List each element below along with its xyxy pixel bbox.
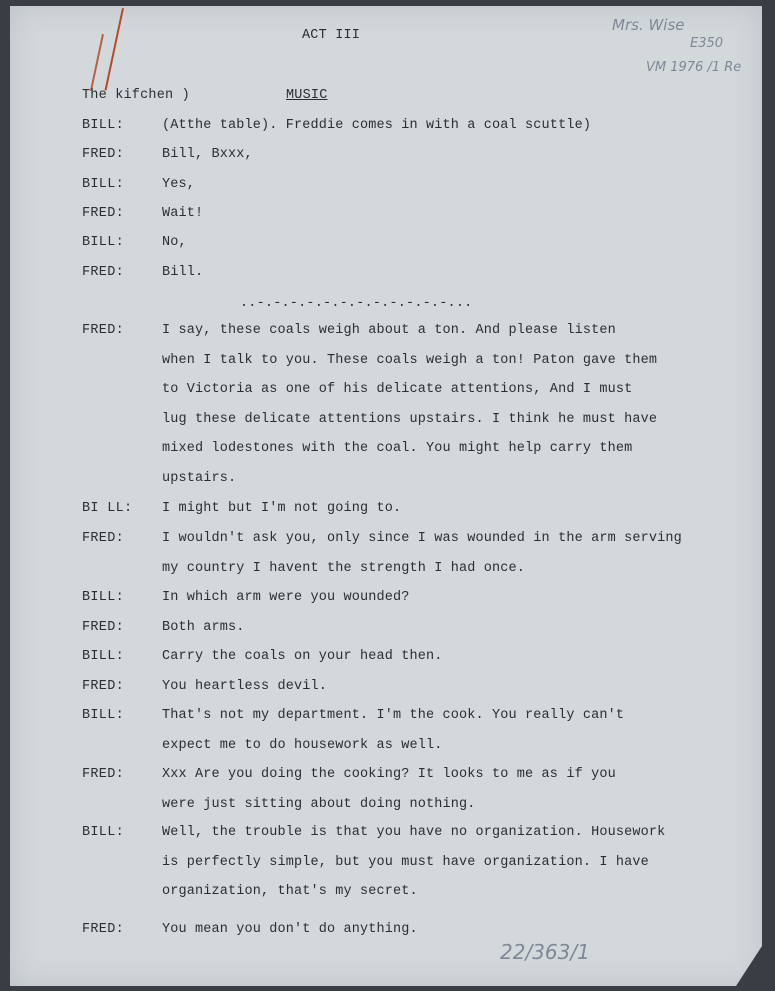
dialogue-line: No,: [162, 235, 187, 250]
annotation-ref: VM 1976 /1 Re: [646, 60, 742, 75]
speaker-label: FRED:: [82, 206, 125, 221]
annotation-bottom-ref: 22/363/1: [500, 940, 590, 964]
dialogue-line: I might but I'm not going to.: [162, 501, 402, 516]
speaker-label: FRED:: [82, 679, 125, 694]
dialogue-line: Wait!: [162, 206, 204, 221]
speaker-label: FRED:: [82, 323, 125, 338]
scene-separator: ..-.-.-.-.-.-.-.-.-.-.-.-...: [240, 296, 473, 311]
speaker-label: BILL:: [82, 649, 125, 664]
dialogue-line: were just sitting about doing nothing.: [162, 796, 476, 812]
dialogue-line: I say, these coals weigh about a ton. And please listen: [162, 323, 616, 338]
speaker-label: BILL:: [82, 235, 125, 250]
dialogue-line: Both arms.: [162, 620, 245, 635]
dialogue-line: expect me to do housework as well.: [162, 737, 443, 753]
dialogue-line: upstairs.: [162, 471, 237, 486]
dialogue-line: I wouldn't ask you, only since I was wounded in the arm serving: [162, 531, 682, 546]
dialogue-line: Bill.: [162, 265, 204, 280]
dialogue-line: That's not my department. I'm the cook. You really can't: [162, 708, 625, 723]
red-mark-1: [105, 8, 124, 91]
dialogue-line: Well, the trouble is that you have no organization. Housework: [162, 825, 666, 840]
speaker-label: BI LL:: [82, 501, 133, 516]
dialogue-line: You mean you don't do anything.: [162, 922, 418, 937]
dialogue-line: is perfectly simple, but you must have organization. I have: [162, 854, 649, 870]
dialogue-line: You heartless devil.: [162, 679, 328, 694]
speaker-label: FRED:: [82, 531, 125, 546]
dialogue-line: Carry the coals on your head then.: [162, 649, 443, 664]
dialogue-line: (Atthe table). Freddie comes in with a coal scuttle): [162, 118, 592, 133]
speaker-label: BILL:: [82, 825, 125, 840]
dialogue-line: Xxx Are you doing the cooking? It looks to me as if you: [162, 767, 616, 782]
music-cue: MUSIC: [286, 88, 328, 103]
dialogue-line: organization, that's my secret.: [162, 884, 418, 900]
scene-heading: The kifchen ): [82, 88, 190, 103]
dialogue-line: to Victoria as one of his delicate attentions, And I must: [162, 382, 633, 398]
speaker-label: FRED:: [82, 147, 125, 162]
dialogue-line: In which arm were you wounded?: [162, 590, 410, 605]
act-title: ACT III: [302, 28, 361, 43]
red-mark-2: [90, 34, 104, 91]
speaker-label: BILL:: [82, 590, 125, 605]
dialogue-line: Yes,: [162, 177, 196, 192]
speaker-label: FRED:: [82, 767, 125, 782]
speaker-label: FRED:: [82, 620, 125, 635]
speaker-label: BILL:: [82, 177, 125, 192]
script-page: [10, 6, 762, 986]
speaker-label: BILL:: [82, 708, 125, 723]
dialogue-line: Bill, Bxxx,: [162, 147, 253, 162]
dialogue-line: when I talk to you. These coals weigh a ton! Paton gave them: [162, 352, 658, 368]
dialogue-line: my country I havent the strength I had once.: [162, 560, 526, 576]
speaker-label: FRED:: [82, 265, 125, 280]
annotation-name: Mrs. Wise: [612, 16, 685, 34]
annotation-code: E350: [690, 36, 724, 51]
dialogue-line: mixed lodestones with the coal. You might help carry them: [162, 441, 633, 457]
dialogue-line: lug these delicate attentions upstairs. I think he must have: [162, 411, 658, 427]
speaker-label: FRED:: [82, 922, 125, 937]
speaker-label: BILL:: [82, 118, 125, 133]
